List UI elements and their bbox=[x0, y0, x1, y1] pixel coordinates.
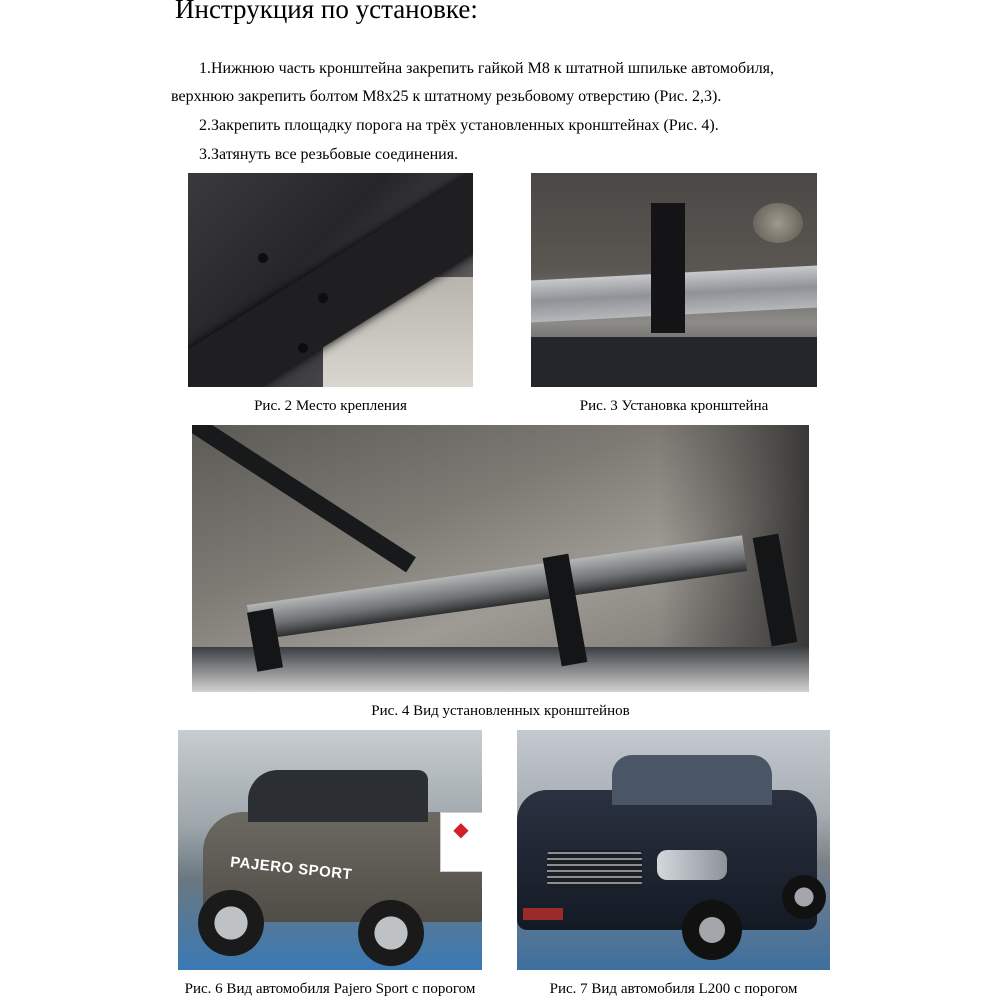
fig-6-caption: Рис. 6 Вид автомобиля Pajero Sport с порогом bbox=[184, 981, 476, 997]
fig-4-caption: Рис. 4 Вид установленных кронштейнов bbox=[371, 703, 630, 719]
step-1-line-2: верхнюю закрепить болтом М8х25 к штатному резьбовому отверстию (Рис. 2,3). bbox=[171, 88, 722, 105]
page-title: Инструкция по установке: bbox=[175, 0, 478, 24]
fig-7-caption: Рис. 7 Вид автомобиля L200 с порогом bbox=[549, 981, 798, 997]
photo-l200 bbox=[517, 730, 830, 970]
mitsubishi-logo: ◆ bbox=[440, 812, 482, 872]
fig-2-caption: Рис. 2 Место крепления bbox=[254, 398, 407, 414]
photo-mounting-place bbox=[188, 173, 473, 387]
photo-bracket-install bbox=[531, 173, 817, 387]
step-3: 3.Затянуть все резьбовые соединения. bbox=[199, 146, 459, 163]
photo-pajero-sport bbox=[178, 730, 482, 970]
photo-installed-brackets bbox=[192, 425, 809, 692]
step-2: 2.Закрепить площадку порога на трёх установленных кронштейнах (Рис. 4). bbox=[199, 117, 719, 134]
step-1-line-1: 1.Нижнюю часть кронштейна закрепить гайкой М8 к штатной шпильке автомобиля, bbox=[199, 60, 775, 77]
fig-3-caption: Рис. 3 Установка кронштейна bbox=[579, 398, 769, 414]
pajero-decal: PAJERO SPORT bbox=[229, 853, 353, 884]
